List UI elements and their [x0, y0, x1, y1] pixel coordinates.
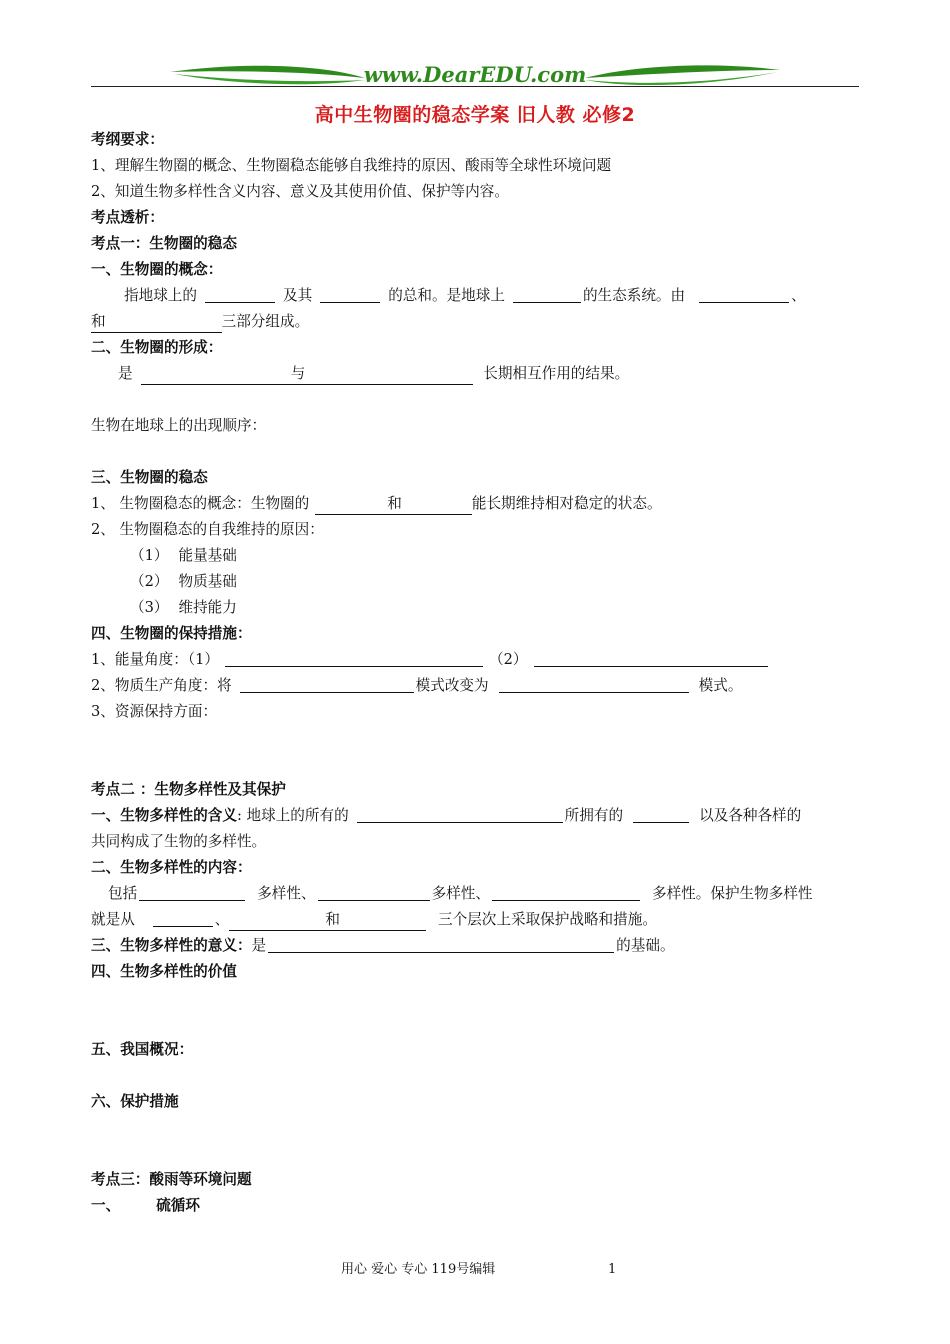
- biosphere-definition-line: [124, 286, 806, 306]
- footer-text: 用心 爱心 专心 119号编辑: [341, 1262, 496, 1277]
- section-number: 一、: [91, 1197, 121, 1214]
- item-text: 能量基础: [178, 547, 237, 564]
- fill-blank[interactable]: [240, 676, 414, 693]
- fill-blank[interactable]: [205, 286, 275, 303]
- page-number: 1: [608, 1262, 617, 1277]
- dearedu-logo: [160, 58, 790, 94]
- text: 模式。: [698, 677, 743, 694]
- point2-s2-heading: 二、生物多样性的内容：: [91, 859, 252, 876]
- fill-blank[interactable]: [320, 286, 380, 303]
- text: : 地球上的所有的: [236, 807, 349, 824]
- text: 1、 生物圈稳态的概念：生物圈的: [91, 495, 310, 512]
- point1-s3-heading: 三、生物圈的稳态: [91, 469, 208, 486]
- text: 所拥有的: [564, 807, 624, 824]
- text: 的基础。: [616, 937, 675, 954]
- steady-state-concept-line: [91, 494, 662, 515]
- text: 的生态系统。由: [582, 287, 686, 304]
- outline-item-2: 2、知道生物多样性含义内容、意义及其使用价值、保护等内容。: [91, 183, 509, 200]
- point1-heading: 考点一：生物圈的稳态: [91, 235, 237, 252]
- point2-s5-heading: 五、我国概况：: [91, 1041, 194, 1058]
- text: 三个层次上采取保护战略和措施。: [438, 911, 657, 928]
- point2-s6-heading: 六、保护措施: [91, 1093, 179, 1110]
- text: 指地球上的: [124, 287, 197, 304]
- text: 和: [91, 313, 106, 330]
- point3-heading: 考点三：酸雨等环境问题: [91, 1171, 252, 1188]
- text: 及其: [282, 287, 313, 304]
- section-heading: 一、生物多样性的含义: [91, 807, 237, 824]
- text: 能长期维持相对稳定的状态。: [471, 495, 662, 512]
- fill-blank[interactable]: [141, 364, 474, 385]
- energy-measure-line: [91, 650, 770, 670]
- outline-item-1: 1、理解生物圈的概念、生物圈稳态能够自我维持的原因、酸雨等全球性环境问题: [91, 157, 612, 174]
- item-number: （1）: [130, 547, 169, 564]
- fill-blank[interactable]: [315, 494, 472, 515]
- text: 是: [251, 937, 267, 954]
- text: 、: [214, 911, 230, 928]
- text: 的总和。是地球上: [388, 287, 505, 304]
- analysis-heading: 考点透析：: [91, 209, 164, 226]
- text: 与: [290, 365, 306, 382]
- fill-blank[interactable]: [229, 910, 426, 931]
- header-divider: [91, 86, 859, 87]
- biodiversity-content-line: [108, 884, 813, 904]
- text: 和: [387, 495, 402, 512]
- resource-measure-line: 3、资源保持方面：: [91, 703, 218, 720]
- reason-item-2: [130, 572, 237, 592]
- reason-item-1: [130, 546, 237, 566]
- fill-blank[interactable]: [499, 676, 689, 693]
- point3-s1-line: [91, 1196, 200, 1216]
- biodiversity-significance-line: [91, 936, 675, 956]
- point2-heading: 考点二 ：生物多样性及其保护: [91, 781, 286, 798]
- text: 长期相互作用的结果。: [483, 365, 630, 382]
- text: 以及各种各样的: [699, 807, 802, 824]
- page-title: 高中生物圈的稳态学案 旧人教 必修2: [314, 104, 636, 126]
- fill-blank[interactable]: [318, 884, 430, 901]
- item-text: 维持能力: [178, 599, 237, 616]
- biosphere-components-line: [91, 312, 309, 333]
- fill-blank[interactable]: [513, 286, 581, 303]
- steady-state-reason-line: 2、 生物圈稳态的自我维持的原因：: [91, 521, 324, 538]
- text: 包括: [108, 885, 138, 902]
- outline-heading: 考纲要求：: [91, 131, 164, 148]
- point2-s4-heading: 四、生物多样性的价值: [91, 963, 237, 980]
- point1-s4-heading: 四、生物圈的保持措施：: [91, 625, 252, 642]
- text: 三部分组成。: [221, 313, 310, 330]
- biodiversity-levels-line: [91, 910, 657, 931]
- section-heading: 三、生物多样性的意义：: [91, 937, 252, 954]
- text: 和: [325, 911, 341, 928]
- biosphere-formation-line: [118, 364, 629, 385]
- text: 2、物质生产角度：将: [91, 677, 232, 694]
- text: 模式改变为: [415, 677, 489, 694]
- biodiversity-meaning-line: [91, 806, 801, 826]
- logo-text: www.DearEDU.com: [363, 62, 587, 87]
- fill-blank[interactable]: [91, 312, 222, 333]
- fill-blank[interactable]: [357, 806, 563, 823]
- text: 、: [791, 287, 806, 304]
- text: 多样性、: [431, 885, 490, 902]
- fill-blank[interactable]: [139, 884, 245, 901]
- fill-blank[interactable]: [492, 884, 640, 901]
- fill-blank[interactable]: [225, 650, 483, 667]
- item-number: （2）: [130, 573, 169, 590]
- fill-blank[interactable]: [534, 650, 768, 667]
- biodiversity-meaning-line-2: 共同构成了生物的多样性。: [91, 833, 267, 850]
- text: 多样性、: [257, 885, 316, 902]
- reason-item-3: [130, 598, 237, 618]
- text: 是: [118, 365, 133, 382]
- point1-s2-heading: 二、生物圈的形成：: [91, 339, 223, 356]
- item-text: 物质基础: [178, 573, 237, 590]
- text: 多样性。保护生物多样性: [651, 885, 813, 902]
- appearance-order-line: 生物在地球上的出现顺序：: [91, 417, 267, 434]
- fill-blank[interactable]: [633, 806, 689, 823]
- point1-s1-heading: 一、生物圈的概念：: [91, 261, 223, 278]
- section-heading: 硫循环: [156, 1197, 200, 1214]
- fill-blank[interactable]: [268, 936, 614, 953]
- text: （2）: [489, 651, 528, 668]
- fill-blank[interactable]: [699, 286, 789, 303]
- fill-blank[interactable]: [153, 910, 213, 927]
- text: 就是从: [91, 911, 135, 928]
- text: 1、能量角度：（1）: [91, 651, 220, 668]
- item-number: （3）: [130, 599, 169, 616]
- production-measure-line: [91, 676, 742, 696]
